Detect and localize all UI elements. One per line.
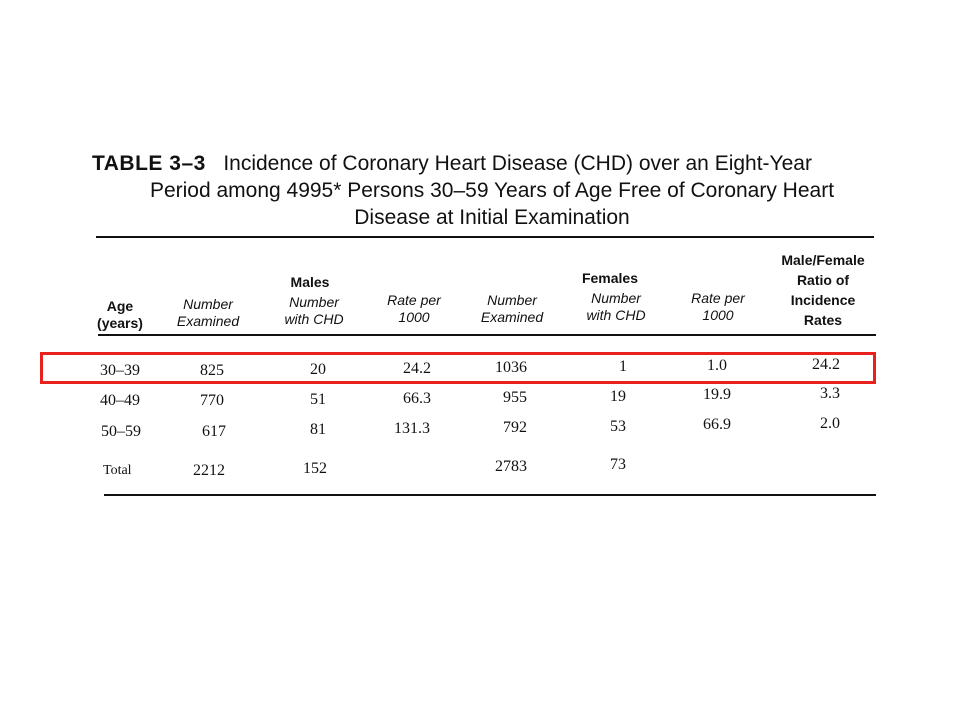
cell-male-chd-total: 152 [303, 460, 327, 477]
column-header-male-number-examined [166, 296, 250, 330]
cell-male-number: 617 [202, 423, 226, 440]
column-header-age-line1: Age [106, 298, 134, 314]
cell-female-number: 955 [503, 389, 527, 406]
cell-ratio: 3.3 [820, 385, 840, 402]
cell-female-chd: 19 [610, 388, 626, 405]
table-number: TABLE 3–3 [92, 152, 206, 175]
column-header-line2: Examined [480, 309, 544, 325]
cell-male-number-total: 2212 [193, 462, 225, 479]
cell-female-rate: 66.9 [703, 416, 731, 433]
cell-ratio: 24.2 [812, 356, 840, 373]
column-header-line2: Examined [176, 313, 240, 329]
title-line-2: Period among 4995* Persons 30–59 Years of Age Free of Coronary Heart [149, 179, 835, 202]
column-header-line2: 1000 [398, 309, 430, 325]
cell-age: 30–39 [100, 362, 140, 379]
column-header-ratio [768, 250, 878, 330]
title-line-3: Disease at Initial Examination [354, 206, 630, 229]
column-header-line1: Rate per [387, 292, 441, 308]
header-rule [98, 334, 876, 336]
cell-male-chd: 81 [310, 421, 326, 438]
column-header-line1: Number [183, 296, 233, 312]
cell-ratio: 2.0 [820, 415, 840, 432]
column-header-line3: Incidence [790, 292, 856, 308]
cell-male-chd: 51 [310, 391, 326, 408]
cell-age: 50–59 [101, 423, 141, 440]
column-header-female-rate [676, 290, 760, 324]
column-header-line1: Rate per [691, 290, 745, 306]
column-header-line2: with CHD [586, 307, 646, 323]
cell-female-chd: 1 [619, 358, 627, 375]
highlight-box [40, 352, 876, 384]
cell-age-total: Total [103, 463, 132, 478]
title-text-1: Incidence of Coronary Heart Disease (CHD) over an Eight-Year [223, 152, 812, 175]
cell-female-chd: 53 [610, 418, 626, 435]
cell-male-rate: 66.3 [403, 390, 431, 407]
cell-female-rate: 1.0 [707, 357, 727, 374]
table-title [92, 150, 892, 231]
column-header-line1: Number [289, 294, 339, 310]
column-header-age [88, 298, 152, 332]
column-header-line2: Ratio of [796, 272, 850, 288]
cell-male-number: 770 [200, 392, 224, 409]
group-header-females: Females [581, 270, 639, 286]
column-header-female-number-examined [468, 292, 556, 326]
column-header-line1: Number [487, 292, 537, 308]
cell-male-rate: 24.2 [403, 360, 431, 377]
group-header-males: Males [290, 274, 330, 290]
cell-female-chd-total: 73 [610, 456, 626, 473]
column-header-age-line2: (years) [97, 315, 143, 331]
column-header-line1: Number [591, 290, 641, 306]
bottom-rule [104, 494, 876, 496]
column-header-line2: with CHD [284, 311, 344, 327]
cell-female-number: 792 [503, 419, 527, 436]
column-header-female-number-with-chd [568, 290, 664, 324]
column-header-male-rate [372, 292, 456, 326]
cell-female-number: 1036 [495, 359, 527, 376]
top-rule [96, 236, 874, 238]
column-header-male-number-with-chd [268, 294, 360, 328]
cell-male-number: 825 [200, 362, 224, 379]
column-header-line2: 1000 [702, 307, 734, 323]
cell-female-number-total: 2783 [495, 458, 527, 475]
cell-age: 40–49 [100, 392, 140, 409]
column-header-line4: Rates [803, 312, 843, 328]
cell-male-rate: 131.3 [394, 420, 430, 437]
cell-female-rate: 19.9 [703, 386, 731, 403]
title-line-1 [92, 150, 892, 177]
cell-male-chd: 20 [310, 361, 326, 378]
column-header-line1: Male/Female [781, 252, 865, 268]
